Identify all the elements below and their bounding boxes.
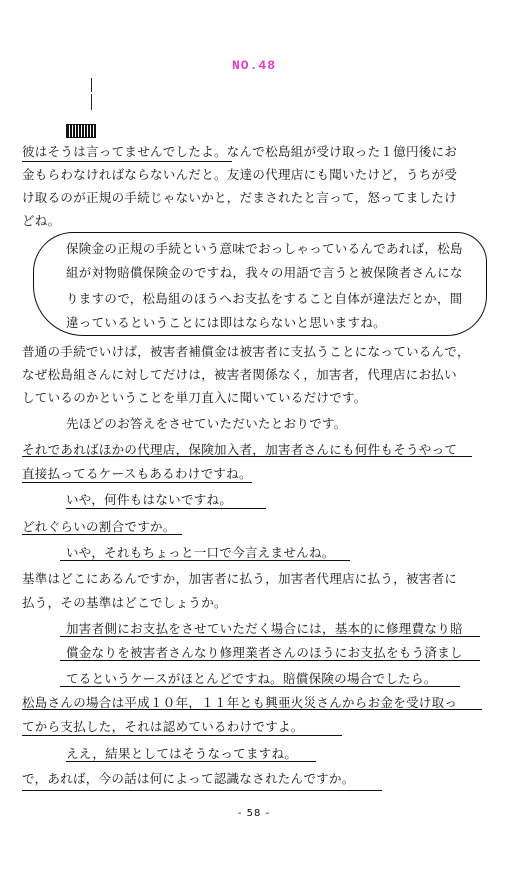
handwritten-underline xyxy=(60,660,480,661)
handwritten-underline xyxy=(60,560,350,561)
transcript-line: りますので，松島組のほうへお支払をすること自体が違法だとか，間 xyxy=(66,291,463,306)
transcript-line: 保険金の正規の手続という意味でおっしゃっているんであれば，松島 xyxy=(66,241,463,256)
transcript-line: 普通の手続でいけば，被害者補償金は被害者に支払うことになっているんで， xyxy=(22,344,470,359)
transcript-line: てから支払した，それは認めているわけですよ。 xyxy=(22,719,304,734)
transcript-line: どね。 xyxy=(22,213,61,228)
transcript-line: 加害者側にお支払をさせていただく場合には，基本的に修理費なり賠 xyxy=(66,621,463,636)
margin-marks xyxy=(88,78,96,110)
transcript-line: てるというケースがほとんどですね。賠償保険の場合でしたら。 xyxy=(66,671,437,686)
handwritten-underline xyxy=(22,709,482,710)
transcript-line: 基準はどこにあるんですか，加害者に払う，加害者代理店に払う，被害者に xyxy=(22,571,458,586)
handwritten-underline xyxy=(60,636,480,637)
handwritten-underline xyxy=(22,456,472,457)
handwritten-underline xyxy=(66,761,316,762)
transcript-line: 金もらわなければならないんだと。友達の代理店にも聞いたけど，うちが受 xyxy=(22,167,458,182)
page-number: NO.48 xyxy=(231,58,276,73)
handwritten-underline xyxy=(22,735,342,736)
transcript-line: どれぐらいの割合ですか。 xyxy=(22,519,176,534)
handwritten-underline xyxy=(22,161,232,162)
page-footer: - 58 - xyxy=(237,808,271,819)
transcript-line: 違っているということには即はならないと思いますね。 xyxy=(66,315,387,330)
transcript-line: それであればほかの代理店，保険加入者，加害者さんにも何件もそうやって xyxy=(22,442,458,457)
transcript-line: け取るのが正規の手続じゃないかと，だまされたと言って，怒ってましたけ xyxy=(22,190,457,205)
transcript-line: 償金なりを被害者さんなり修理業者さんのほうにお支払をもう済まし xyxy=(66,645,463,660)
transcript-line: で，あれば，今の話は何によって認識なされたんですか。 xyxy=(22,771,355,786)
transcript-line: 松島さんの場合は平成１０年，１１年とも興亜火災さんからお金を受け取っ xyxy=(22,695,458,710)
handwritten-underline xyxy=(22,790,382,791)
transcript-line: ええ，結果としてはそうなってますね。 xyxy=(66,746,298,761)
transcript-line: しているのかということを単刀直入に聞いているだけです。 xyxy=(22,390,367,405)
transcript-line: 彼はそうは言ってませんでしたよ。なんで松島組が受け取った１億円後にお xyxy=(22,144,458,159)
transcript-line: 先ほどのお答えをさせていただいたとおりです。 xyxy=(66,416,347,431)
handwritten-underline xyxy=(22,482,252,483)
transcript-line: 払う，その基準はどこでしょうか。 xyxy=(22,595,227,610)
handwritten-underline xyxy=(22,534,182,535)
transcript-line: 組が対物賠償保険金のですね，我々の用語で言うと被保険者さんにな xyxy=(66,265,463,280)
transcript-line: いや，それもちょっと一口で今言えませんね。 xyxy=(66,545,335,560)
transcript-line: 直接払ってるケースもあるわけですね。 xyxy=(22,466,252,481)
redacted-stamp xyxy=(66,124,96,138)
handwritten-underline xyxy=(66,508,266,509)
handwritten-underline xyxy=(60,686,460,687)
transcript-line: いや，何件もはないですね。 xyxy=(66,492,233,507)
transcript-line: なぜ松島組さんに対してだけは，被害者関係なく，加害者，代理店にお払い xyxy=(22,367,457,382)
